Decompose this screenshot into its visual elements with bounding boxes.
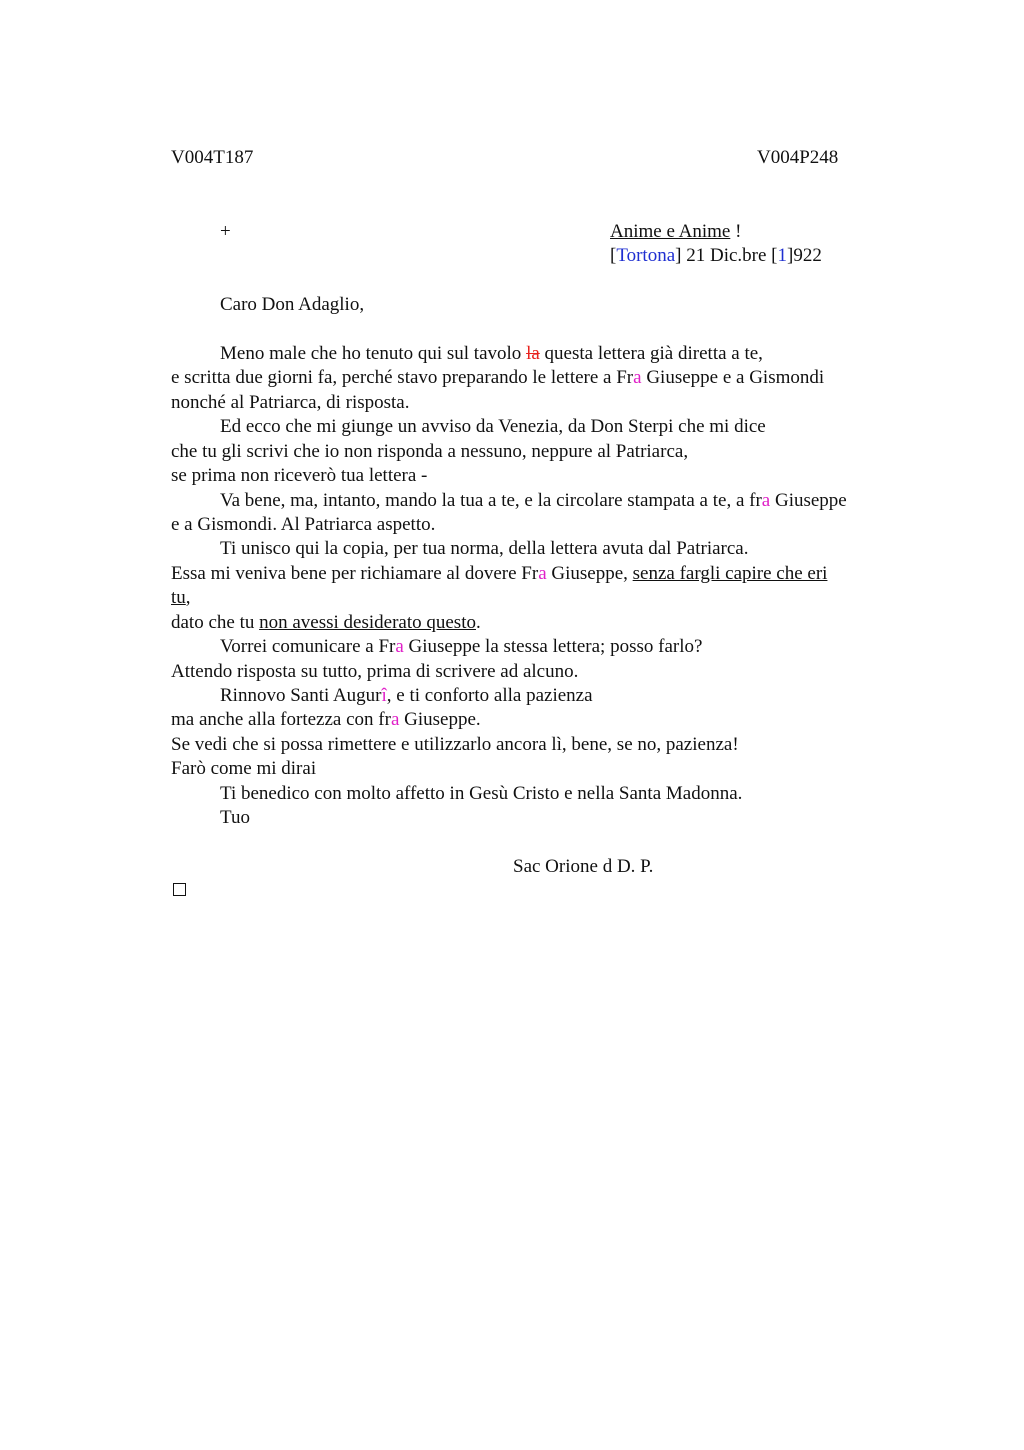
text-run: Vorrei comunicare a Fr (220, 636, 396, 657)
body-line: Ed ecco che mi giunge un avviso da Venezia, da Don Sterpi che mi dice (220, 416, 766, 437)
salutation: Caro Don Adaglio, (220, 294, 365, 315)
body-line (171, 586, 191, 610)
underlined-text: senza fargli capire che eri (632, 563, 828, 584)
body-line: Se vedi che si possa rimettere e utilizzarlo ancora lì, bene, se no, pazienza! (171, 734, 739, 755)
cross-mark: + (220, 221, 231, 242)
body-line: e a Gismondi. Al Patriarca aspetto. (171, 514, 436, 535)
text-run: Giuseppe e a Gismondi (641, 367, 825, 388)
body-line: che tu gli scrivi che io non risponda a nessuno, neppure al Patriarca, (171, 441, 689, 462)
body-line (171, 708, 481, 732)
text-run: e scritta due giorni fa, perché stavo preparando le lettere a Fr (171, 367, 634, 388)
body-line (171, 562, 827, 586)
body-line: Attendo risposta su tutto, prima di scrivere ad alcuno. (171, 661, 579, 682)
text-run: Giuseppe (770, 490, 847, 511)
body-line: Tuo (220, 807, 250, 828)
text-run: ma anche alla fortezza con fr (171, 709, 391, 730)
struck-word: la (526, 343, 540, 364)
text-run: , (185, 587, 191, 608)
editorial-letter: a (761, 490, 771, 511)
editorial-letter: a (395, 636, 404, 657)
underlined-text: non avessi desiderato questo (259, 612, 476, 633)
body-line: nonché al Patriarca, di risposta. (171, 392, 410, 413)
signature: Sac Orione d D. P. (513, 856, 654, 877)
body-line (220, 489, 847, 513)
text-run: Va bene, ma, intanto, mando la tua a te, e la circolare stampata a te, a fr (220, 490, 762, 511)
end-square-icon (173, 883, 186, 896)
letter-heading-title (610, 220, 741, 244)
text-run: Rinnovo Santi Augur (220, 685, 382, 706)
document-code-right: V004P248 (757, 147, 839, 168)
year-rest: ]922 (787, 245, 822, 266)
year-digit: 1 (777, 245, 788, 266)
body-line: se prima non riceverò tua lettera - (171, 465, 428, 486)
text-run: Meno male che ho tenuto qui sul tavolo (220, 343, 527, 364)
heading-title-text: Anime e Anime (610, 221, 731, 242)
editorial-letter: a (633, 367, 642, 388)
body-line (220, 684, 593, 708)
body-line (171, 611, 481, 635)
underlined-text: tu (171, 587, 186, 608)
text-run: . (475, 612, 481, 633)
text-run: Giuseppe. (399, 709, 481, 730)
text-run: Giuseppe, (546, 563, 633, 584)
heading-exclamation: ! (730, 221, 742, 242)
text-run: questa lettera già diretta a te, (539, 343, 763, 364)
document-code-left: V004T187 (171, 147, 254, 168)
editorial-letter: a (538, 563, 547, 584)
body-line (171, 366, 824, 390)
body-line (220, 635, 702, 659)
body-line: Farò come mi dirai (171, 758, 317, 779)
editorial-letter: î (381, 685, 387, 706)
bracket-open: [ (610, 245, 617, 266)
text-run: Essa mi veniva bene per richiamare al dovere Fr (171, 563, 539, 584)
body-line: Ti benedico con molto affetto in Gesù Cristo e nella Santa Madonna. (220, 783, 743, 804)
letter-date (610, 244, 822, 268)
body-line: Ti unisco qui la copia, per tua norma, della lettera avuta dal Patriarca. (220, 538, 749, 559)
text-run: dato che tu (171, 612, 260, 633)
date-text: ] 21 Dic.bre [ (675, 245, 778, 266)
text-run: Giuseppe la stessa lettera; posso farlo? (403, 636, 703, 657)
editorial-letter: a (390, 709, 400, 730)
text-run: , e ti conforto alla pazienza (386, 685, 593, 706)
body-line (220, 342, 763, 366)
place-name: Tortona (616, 245, 676, 266)
